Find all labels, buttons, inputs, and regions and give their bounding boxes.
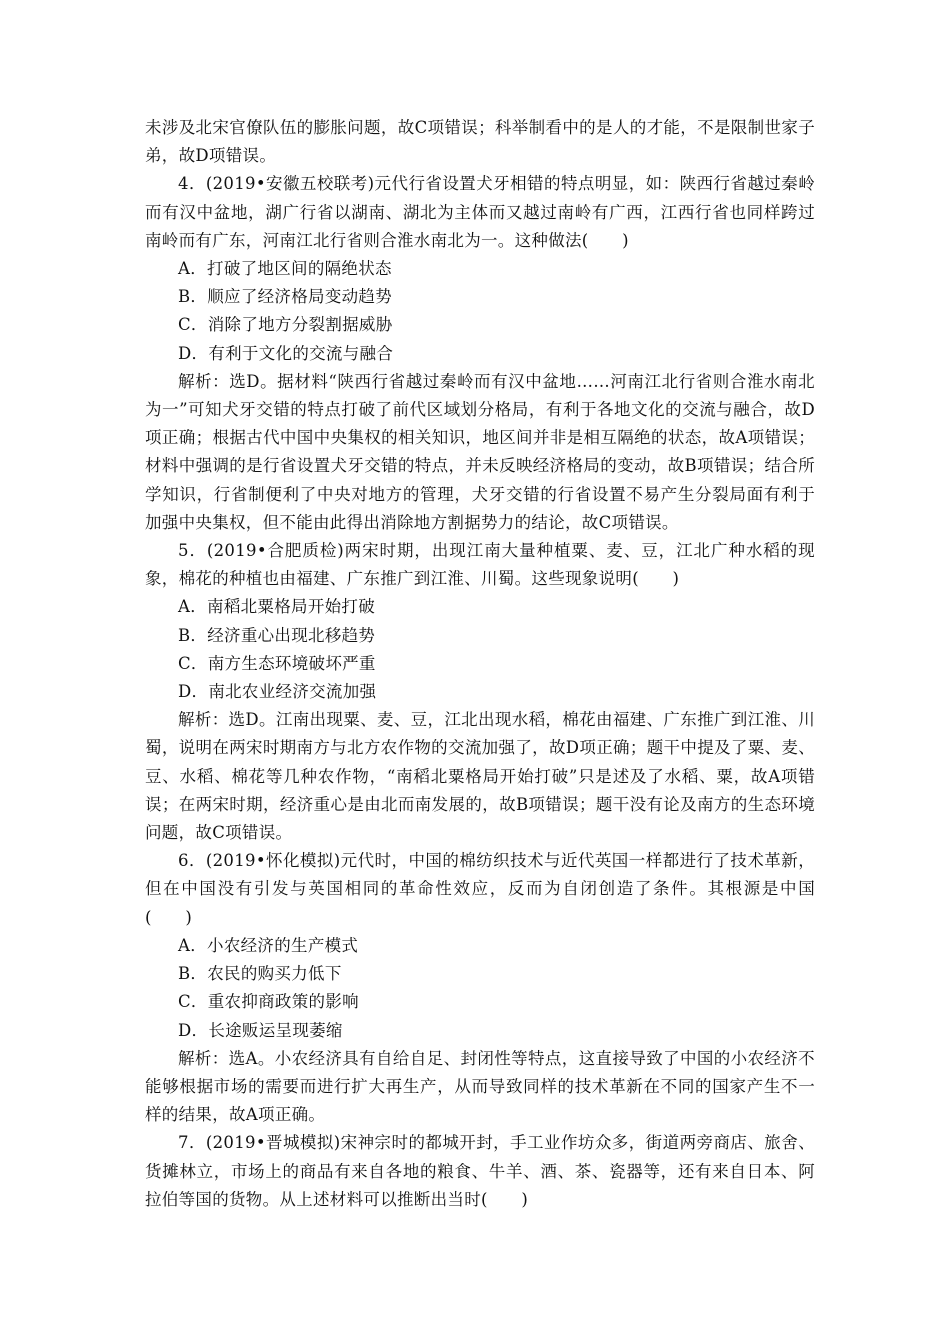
option-4d: D．有利于文化的交流与融合	[178, 343, 394, 363]
option-4c: C．消除了地方分裂割据威胁	[178, 315, 393, 335]
question-4: 4．(2019•安徽五校联考)元代行省设置犬牙相错的特点明显，如：陕西行省越过秦岭而有汉中盆地，湖广行省以湖南、湖北为主体而又越过南岭有广西，江西行省也同样跨过南岭而有广东，河南江北行省则合淮水南北为一。这种做法( )	[145, 174, 815, 250]
option-4b: B．顺应了经济格局变动趋势	[178, 287, 393, 307]
option-5b: B．经济重心出现北移趋势	[178, 625, 376, 645]
question-5: 5．(2019•合肥质检)两宋时期，出现江南大量种植粟、麦、豆，江北广种水稻的现象，棉花的种植也由福建、广东推广到江淮、川蜀。这些现象说明( )	[145, 541, 815, 589]
analysis-5: 解析：选D。江南出现粟、麦、豆，江北出现水稻，棉花由福建、广东推广到江淮、川蜀，说明在两宋时期南方与北方农作物的交流加强了，故D项正确；题干中提及了粟、麦、豆、水稻、棉花等几种农作物，“南稻北粟格局开始打破”只是述及了水稻、粟，故A项错误；在两宋时期，经济重心是由北而南发展的，故B项错误；题干没有论及南方的生态环境问题，故C项错误。	[145, 710, 815, 843]
option-6d: D．长途贩运呈现萎缩	[178, 1020, 343, 1040]
question-6: 6．(2019•怀化模拟)元代时，中国的棉纺织技术与近代英国一样都进行了技术革新，但在中国没有引发与英国相同的革命性效应，反而为自闭创造了条件。其根源是中国 ( )	[145, 851, 832, 927]
option-4a: A．打破了地区间的隔绝状态	[178, 259, 392, 279]
document-page	[145, 114, 832, 1214]
option-6c: C．重农抑商政策的影响	[178, 992, 359, 1012]
option-5c: C．南方生态环境破坏严重	[178, 653, 376, 673]
continued-analysis: 未涉及北宋官僚队伍的膨胀问题，故C项错误；科举制看中的是人的才能，不是限制世家子弟，故D项错误。	[145, 118, 815, 166]
analysis-6: 解析：选A。小农经济具有自给自足、封闭性等特点，这直接导致了中国的小农经济不能够根据市场的需要而进行扩大再生产，从而导致同样的技术革新在不同的国家产生不一样的结果，故A项正确。	[145, 1048, 815, 1125]
option-6b: B．农民的购买力低下	[178, 964, 342, 984]
option-5a: A．南稻北粟格局开始打破	[178, 597, 376, 617]
question-7: 7．(2019•晋城模拟)宋神宗时的都城开封，手工业作坊众多，街道两旁商店、旅舍、货摊林立，市场上的商品有来自各地的粮食、牛羊、酒、茶、瓷器等，还有来自日本、阿拉伯等国的货物。从上述材料可以推断出当时( )	[145, 1133, 815, 1209]
option-5d: D．南北农业经济交流加强	[178, 682, 377, 702]
analysis-4: 解析：选D。据材料“陕西行省越过秦岭而有汉中盆地……河南江北行省则合淮水南北为一”可知犬牙交错的特点打破了前代区域划分格局，有利于各地文化的交流与融合，故D项正确；根据古代中国中央集权的相关知识，地区间并非是相互隔绝的状态，故A项错误；材料中强调的是行省设置犬牙交错的特点，并未反映经济格局的变动，故B项错误；结合所学知识，行省制便利了中央对地方的管理，犬牙交错的行省设置不易产生分裂局面有利于加强中央集权，但不能由此得出消除地方割据势力的结论，故C项错误。	[145, 371, 815, 532]
option-6a: A．小农经济的生产模式	[178, 935, 359, 955]
